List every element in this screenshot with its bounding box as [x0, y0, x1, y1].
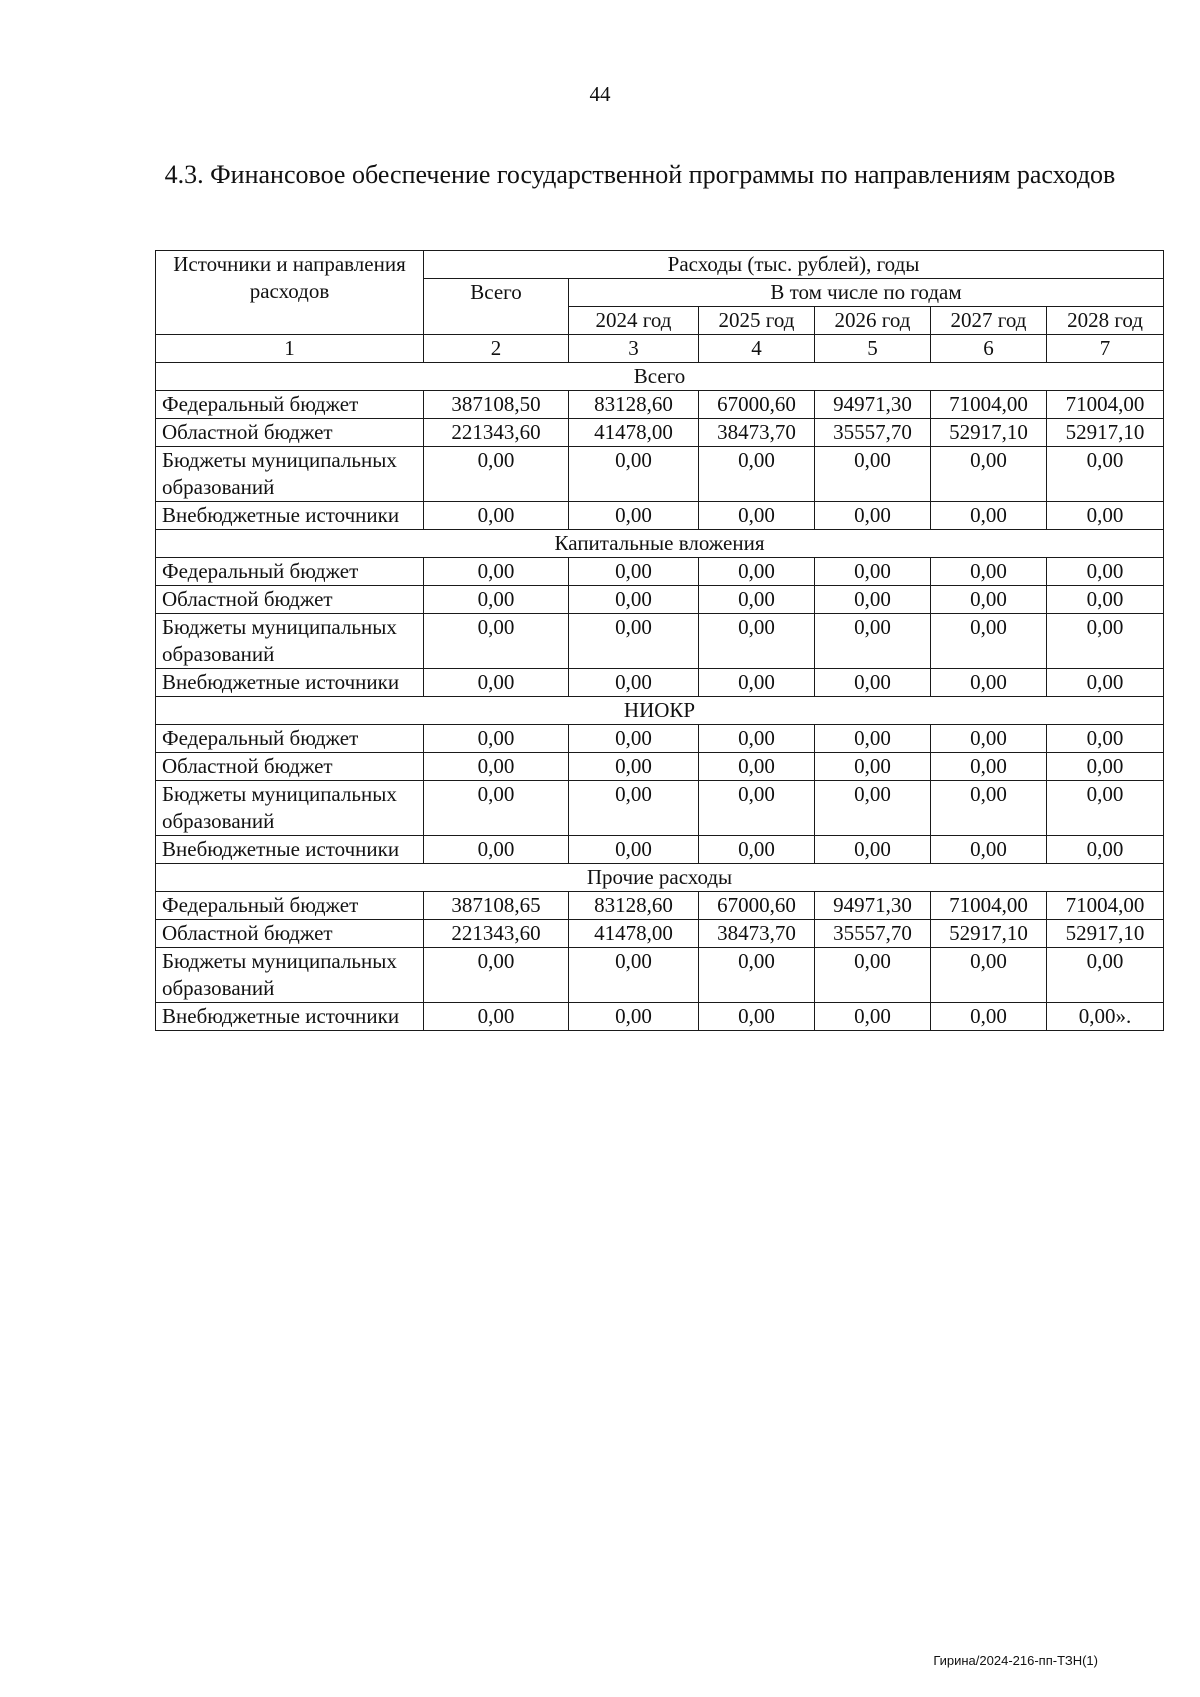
column-number: 6	[931, 335, 1047, 363]
amount-cell: 0,00	[815, 614, 931, 669]
source-label: Внебюджетные источники	[156, 836, 424, 864]
amount-cell: 52917,10	[1047, 419, 1164, 447]
amount-cell: 38473,70	[699, 419, 815, 447]
amount-cell: 0,00	[815, 586, 931, 614]
table-row	[156, 781, 1164, 836]
table-body	[156, 363, 1164, 1031]
amount-cell: 52917,10	[1047, 920, 1164, 948]
amount-cell: 0,00	[424, 502, 569, 530]
amount-cell: 0,00	[931, 1003, 1047, 1031]
amount-cell: 221343,60	[424, 419, 569, 447]
amount-cell: 0,00	[1047, 586, 1164, 614]
amount-cell: 94971,30	[815, 892, 931, 920]
amount-cell: 0,00	[1047, 948, 1164, 1003]
amount-cell: 0,00	[699, 614, 815, 669]
amount-cell: 0,00	[699, 836, 815, 864]
source-label: Федеральный бюджет	[156, 725, 424, 753]
table-header	[156, 251, 1164, 363]
column-number: 7	[1047, 335, 1164, 363]
header-year: 2024 год	[569, 307, 699, 335]
section-row	[156, 363, 1164, 391]
header-expenses: Расходы (тыс. рублей), годы	[424, 251, 1164, 279]
source-label: Внебюджетные источники	[156, 502, 424, 530]
amount-cell: 0,00	[424, 614, 569, 669]
amount-cell: 0,00	[424, 753, 569, 781]
amount-cell: 0,00	[815, 836, 931, 864]
source-label: Бюджеты муниципальных образований	[156, 614, 424, 669]
header-total: Всего	[424, 279, 569, 335]
amount-cell: 0,00	[1047, 753, 1164, 781]
amount-cell: 83128,60	[569, 391, 699, 419]
amount-cell: 0,00	[1047, 447, 1164, 502]
amount-cell: 0,00	[931, 586, 1047, 614]
amount-cell: 0,00	[699, 1003, 815, 1031]
amount-cell: 0,00	[424, 669, 569, 697]
section-title: Прочие расходы	[156, 864, 1164, 892]
amount-cell: 0,00	[931, 558, 1047, 586]
amount-cell: 0,00	[931, 781, 1047, 836]
amount-cell: 0,00».	[1047, 1003, 1164, 1031]
table-row	[156, 753, 1164, 781]
source-label: Областной бюджет	[156, 586, 424, 614]
amount-cell: 0,00	[1047, 836, 1164, 864]
amount-cell: 0,00	[569, 586, 699, 614]
amount-cell: 0,00	[424, 1003, 569, 1031]
section-row	[156, 530, 1164, 558]
section-title: Капитальные вложения	[156, 530, 1164, 558]
section-row	[156, 697, 1164, 725]
amount-cell: 0,00	[569, 725, 699, 753]
source-label: Бюджеты муниципальных образований	[156, 447, 424, 502]
header-year: 2028 год	[1047, 307, 1164, 335]
amount-cell: 0,00	[699, 781, 815, 836]
source-label: Федеральный бюджет	[156, 391, 424, 419]
table-row	[156, 447, 1164, 502]
source-label: Внебюджетные источники	[156, 669, 424, 697]
document-code: Гирина/2024-216-пп-ТЗН(1)	[933, 1653, 1098, 1668]
amount-cell: 0,00	[569, 502, 699, 530]
source-label: Бюджеты муниципальных образований	[156, 948, 424, 1003]
amount-cell: 0,00	[931, 753, 1047, 781]
table-row	[156, 669, 1164, 697]
amount-cell: 0,00	[699, 502, 815, 530]
amount-cell: 38473,70	[699, 920, 815, 948]
table-row	[156, 614, 1164, 669]
amount-cell: 52917,10	[931, 419, 1047, 447]
amount-cell: 0,00	[569, 558, 699, 586]
table-row	[156, 1003, 1164, 1031]
amount-cell: 0,00	[424, 725, 569, 753]
amount-cell: 0,00	[424, 948, 569, 1003]
amount-cell: 0,00	[1047, 614, 1164, 669]
amount-cell: 0,00	[699, 753, 815, 781]
amount-cell: 0,00	[699, 586, 815, 614]
table-row	[156, 419, 1164, 447]
amount-cell: 71004,00	[931, 391, 1047, 419]
source-label: Областной бюджет	[156, 920, 424, 948]
column-number: 5	[815, 335, 931, 363]
amount-cell: 0,00	[699, 725, 815, 753]
source-label: Внебюджетные источники	[156, 1003, 424, 1031]
amount-cell: 0,00	[931, 948, 1047, 1003]
amount-cell: 0,00	[569, 781, 699, 836]
amount-cell: 0,00	[815, 753, 931, 781]
source-label: Федеральный бюджет	[156, 892, 424, 920]
amount-cell: 0,00	[815, 781, 931, 836]
amount-cell: 0,00	[815, 558, 931, 586]
amount-cell: 0,00	[1047, 781, 1164, 836]
header-year: 2025 год	[699, 307, 815, 335]
amount-cell: 0,00	[424, 781, 569, 836]
table-row	[156, 502, 1164, 530]
amount-cell: 0,00	[569, 948, 699, 1003]
amount-cell: 67000,60	[699, 391, 815, 419]
table-row	[156, 586, 1164, 614]
table-row	[156, 391, 1164, 419]
amount-cell: 35557,70	[815, 419, 931, 447]
amount-cell: 52917,10	[931, 920, 1047, 948]
amount-cell: 0,00	[699, 948, 815, 1003]
column-number: 4	[699, 335, 815, 363]
financing-table	[155, 250, 1164, 1031]
amount-cell: 0,00	[931, 614, 1047, 669]
source-label: Бюджеты муниципальных образований	[156, 781, 424, 836]
amount-cell: 41478,00	[569, 419, 699, 447]
amount-cell: 0,00	[815, 447, 931, 502]
amount-cell: 0,00	[1047, 558, 1164, 586]
amount-cell: 0,00	[815, 725, 931, 753]
header-including-by-year: В том числе по годам	[569, 279, 1164, 307]
amount-cell: 0,00	[424, 586, 569, 614]
amount-cell: 0,00	[424, 836, 569, 864]
column-number: 2	[424, 335, 569, 363]
source-label: Федеральный бюджет	[156, 558, 424, 586]
amount-cell: 0,00	[569, 447, 699, 502]
amount-cell: 0,00	[1047, 669, 1164, 697]
amount-cell: 0,00	[699, 669, 815, 697]
amount-cell: 41478,00	[569, 920, 699, 948]
amount-cell: 0,00	[569, 836, 699, 864]
amount-cell: 0,00	[699, 447, 815, 502]
table-row	[156, 892, 1164, 920]
amount-cell: 94971,30	[815, 391, 931, 419]
table-row	[156, 725, 1164, 753]
amount-cell: 71004,00	[1047, 892, 1164, 920]
amount-cell: 0,00	[569, 669, 699, 697]
amount-cell: 387108,65	[424, 892, 569, 920]
source-label: Областной бюджет	[156, 419, 424, 447]
section-row	[156, 864, 1164, 892]
amount-cell: 67000,60	[699, 892, 815, 920]
table-row	[156, 920, 1164, 948]
amount-cell: 0,00	[699, 558, 815, 586]
source-label: Областной бюджет	[156, 753, 424, 781]
amount-cell: 0,00	[815, 948, 931, 1003]
amount-cell: 0,00	[931, 502, 1047, 530]
amount-cell: 71004,00	[931, 892, 1047, 920]
amount-cell: 0,00	[1047, 725, 1164, 753]
amount-cell: 0,00	[815, 1003, 931, 1031]
amount-cell: 83128,60	[569, 892, 699, 920]
amount-cell: 0,00	[931, 836, 1047, 864]
amount-cell: 0,00	[569, 753, 699, 781]
section-title: НИОКР	[156, 697, 1164, 725]
header-sources: Источники и направления расходов	[156, 251, 424, 335]
amount-cell: 0,00	[931, 725, 1047, 753]
amount-cell: 0,00	[569, 614, 699, 669]
amount-cell: 221343,60	[424, 920, 569, 948]
amount-cell: 0,00	[815, 502, 931, 530]
column-number: 3	[569, 335, 699, 363]
amount-cell: 71004,00	[1047, 391, 1164, 419]
amount-cell: 0,00	[931, 447, 1047, 502]
table-row	[156, 836, 1164, 864]
column-number-row	[156, 335, 1164, 363]
header-year: 2027 год	[931, 307, 1047, 335]
amount-cell: 0,00	[1047, 502, 1164, 530]
amount-cell: 0,00	[815, 669, 931, 697]
amount-cell: 387108,50	[424, 391, 569, 419]
amount-cell: 0,00	[569, 1003, 699, 1031]
page-number: 44	[589, 82, 611, 106]
amount-cell: 0,00	[424, 447, 569, 502]
amount-cell: 35557,70	[815, 920, 931, 948]
section-title: Всего	[156, 363, 1164, 391]
section-heading: 4.3. Финансовое обеспечение государственной программы по направлениям расходов	[164, 160, 1116, 189]
header-year: 2026 год	[815, 307, 931, 335]
amount-cell: 0,00	[424, 558, 569, 586]
table-row	[156, 558, 1164, 586]
amount-cell: 0,00	[931, 669, 1047, 697]
column-number: 1	[156, 335, 424, 363]
table-row	[156, 948, 1164, 1003]
